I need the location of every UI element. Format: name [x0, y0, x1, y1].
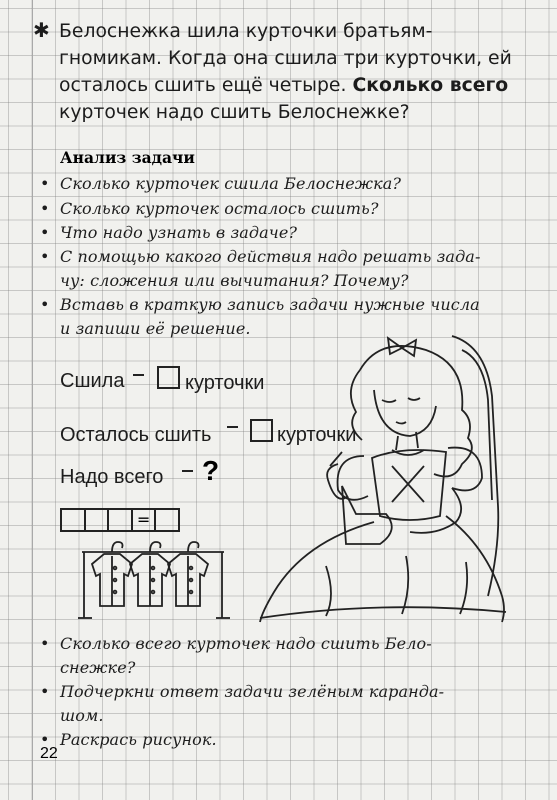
bullet-dot-icon: • [40, 682, 50, 701]
final-question [40, 728, 520, 752]
analysis-item [40, 245, 520, 292]
asterisk-bullet-icon: ✱ [33, 18, 50, 42]
task-line-3 [37, 72, 537, 99]
jacket-rack-icon [78, 534, 230, 622]
final-question-text: снежке? [60, 657, 136, 677]
brace-dash [182, 470, 193, 472]
record-left-label: Осталось сшить [60, 424, 212, 446]
final-question-text: Подчеркни ответ задачи зелёным каранда- [60, 682, 445, 701]
bullet-dot-icon: • [40, 730, 50, 749]
question-mark: ? [202, 455, 220, 486]
task-line-3-bold: Сколько всего [352, 75, 509, 96]
answer-box-sewn[interactable] [157, 366, 180, 389]
brace-dash [227, 426, 238, 428]
bullet-dot-icon: • [40, 199, 50, 218]
analysis-item-text: Сколько курточек сшила Белоснежка? [60, 174, 402, 193]
analysis-item-text: и запиши её решение. [60, 318, 251, 338]
record-left-unit: курточки [277, 424, 357, 446]
analysis-item-text: Сколько курточек осталось сшить? [60, 199, 379, 218]
equals-sign: = [136, 510, 151, 529]
bullet-dot-icon: • [40, 247, 50, 266]
record-sewn-unit: курточки [185, 372, 265, 394]
record-sewn-label: Сшила [60, 370, 125, 392]
task-line-1: Белоснежка шила курточки братьям- [59, 21, 433, 42]
analysis-item-text: чу: сложения или вычитания? Почему? [60, 270, 409, 290]
record-total-label: Надо всего [60, 466, 164, 488]
analysis-item [40, 221, 520, 245]
final-question-text: шом. [60, 705, 104, 725]
solution-cell[interactable] [62, 510, 86, 530]
solution-cell-equals [133, 510, 157, 530]
solution-cell[interactable] [156, 510, 178, 530]
brace-dash [133, 374, 144, 376]
analysis-item [40, 197, 520, 221]
task-text [33, 18, 537, 126]
analysis-title: Анализ задачи [60, 148, 195, 167]
final-question [40, 680, 520, 727]
final-question-text: Сколько всего курточек надо сшить Бело- [60, 634, 432, 653]
page-number: 22 [40, 745, 58, 762]
task-line-4: курточек надо сшить Белоснежке? [59, 102, 410, 123]
bullet-dot-icon: • [40, 223, 50, 242]
solution-boxes [60, 508, 180, 532]
final-question-text: Раскрась рисунок. [60, 730, 217, 749]
solution-cell[interactable] [109, 510, 133, 530]
bullet-dot-icon: • [40, 174, 50, 193]
bullet-dot-icon: • [40, 295, 50, 314]
analysis-item [40, 172, 520, 196]
analysis-item-text: Вставь в краткую запись задачи нужные числа [60, 295, 480, 314]
task-line-2: гномикам. Когда она сшила три курточки, ей [59, 48, 512, 69]
task-line-3-plain: осталось сшить ещё четыре. [59, 75, 353, 96]
margin-line [32, 0, 33, 800]
analysis-item-text: С помощью какого действия надо решать зада- [60, 247, 481, 266]
bullet-dot-icon: • [40, 634, 50, 653]
snow-white-illustration [256, 326, 528, 624]
final-question [40, 632, 520, 679]
solution-cell[interactable] [86, 510, 110, 530]
analysis-item-text: Что надо узнать в задаче? [60, 223, 298, 242]
